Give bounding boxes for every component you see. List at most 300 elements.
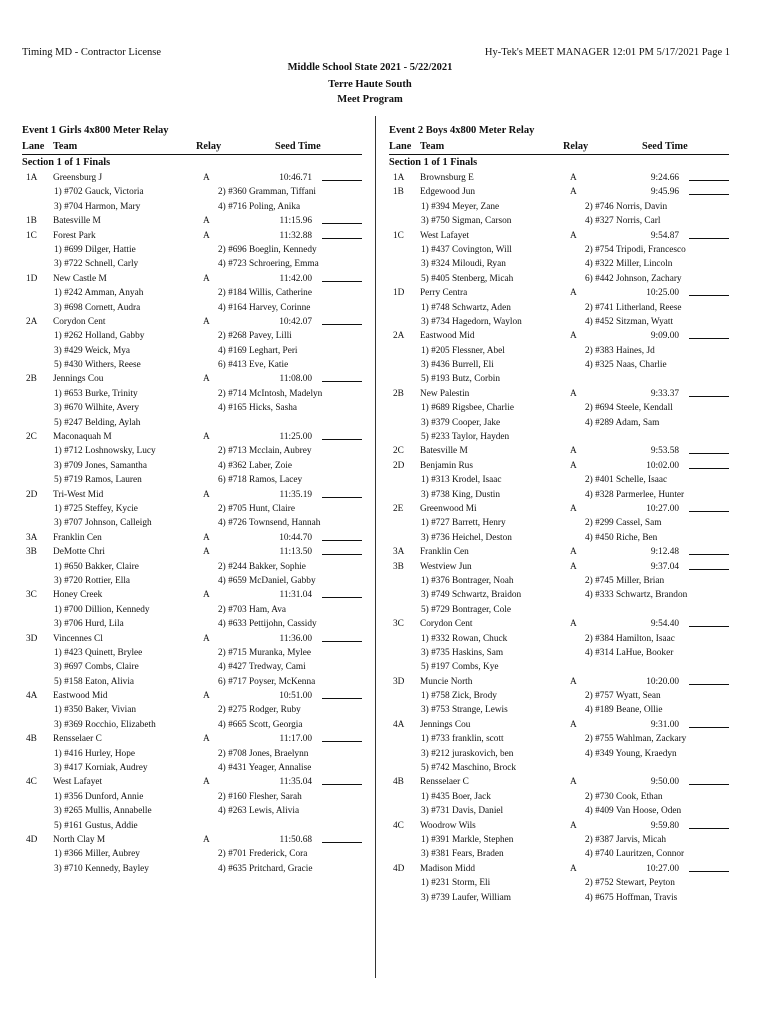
team-name: Vincennes Cl [53,633,103,644]
lane: 3C [26,590,37,601]
lane: 2A [393,331,405,342]
team-name: Westview Jun [420,561,472,572]
lane: 1A [393,173,405,183]
seed-time: 11:25.00 [279,432,312,443]
entry-row [389,502,729,516]
swimmer: 3) #738 King, Dustin [421,489,501,500]
seed-time: 9:45.96 [650,187,679,198]
meet-title: Middle School State 2021 - 5/22/2021 [287,62,453,73]
relay-letter: A [570,460,577,471]
team-name: West Lafayet [53,777,103,788]
lane: 3D [393,676,405,687]
swimmer: 4) #665 Scott, Georgia [218,719,303,730]
entry-row [389,329,729,343]
entry-row [389,185,729,199]
team-name: Eastwood Mid [420,331,475,342]
swimmer: 2) #694 Steele, Kendall [585,403,673,414]
team-name: Forest Park [53,230,96,241]
relay-letter: A [570,388,577,399]
team-name: Brownsburg E [420,173,474,183]
swimmer: 4) #165 Hicks, Sasha [218,403,298,414]
finals-time-blank [322,784,362,785]
swimmer: 3) #739 Laufer, William [421,892,511,903]
seed-time: 9:59.80 [650,820,679,831]
swimmer: 3) #429 Weick, Mya [54,345,131,356]
swimmer: 4) #409 Van Hoose, Oden [585,806,682,817]
finals-time-blank [689,180,729,181]
entry-row [389,545,729,559]
finals-time-blank [689,554,729,555]
finals-time-blank [689,784,729,785]
entry-row [22,430,362,444]
relay-letter: A [203,489,210,500]
seed-time: 10:51.00 [279,691,312,702]
swimmer-row [22,675,362,689]
team-name: Batesville M [420,446,468,457]
entry-row [22,272,362,286]
event-title: Event 1 Girls 4x800 Meter Relay [22,125,169,136]
entry-row [389,171,729,185]
finals-time-blank [322,597,362,598]
swimmer: 3) #710 Kennedy, Bayley [54,863,149,874]
swimmer: 2) #160 Flesher, Sarah [218,791,302,802]
swimmer-row [22,660,362,674]
swimmer: 2) #696 Boeglin, Kennedy [218,244,317,255]
finals-time-blank [322,641,362,642]
relay-letter: A [203,547,210,558]
swimmer: 3) #734 Hagedorn, Waylon [421,316,522,327]
swimmer-row [389,833,729,847]
lane: 2D [393,460,405,471]
seed-time: 9:31.00 [650,719,679,730]
swimmer: 1) #702 Gauck, Victoria [54,187,144,198]
relay-letter: A [203,316,210,327]
entry-row [22,689,362,703]
team-name: Honey Creek [53,590,103,601]
swimmer-row [389,847,729,861]
finals-time-blank [689,828,729,829]
swimmer: 4) #333 Schwartz, Brandon [585,590,688,601]
swimmer-row [389,646,729,660]
swimmer: 2) #703 Ham, Ava [218,604,286,615]
seed-time: 11:35.19 [279,489,312,500]
finals-time-blank [322,554,362,555]
swimmer-row [22,819,362,833]
team-name: Rensselaer C [420,777,469,788]
header-right: Hy-Tek's MEET MANAGER 12:01 PM 5/17/2021 Page 1 [484,47,730,58]
entry-row [22,488,362,502]
seed-time: 11:35.04 [279,777,312,788]
swimmer-row [389,257,729,271]
swimmer: 4) #314 LaHue, Booker [585,647,674,658]
swimmer: 2) #705 Hunt, Claire [218,503,295,514]
relay-letter: A [570,561,577,572]
finals-time-blank [322,439,362,440]
team-name: Benjamin Rus [420,460,473,471]
seed-time-header: Seed Time [642,141,688,152]
relay-letter: A [570,719,577,730]
team-name: Corydon Cent [53,316,106,327]
swimmer-row [389,574,729,588]
team-name: West Lafayet [420,230,470,241]
swimmer-row [22,703,362,717]
swimmer-row [22,286,362,300]
swimmer-row [389,200,729,214]
swimmer: 4) #427 Tredway, Cami [218,662,306,673]
team-name: Greenwood Mi [420,503,477,514]
swimmer: 1) #350 Baker, Vivian [54,705,137,716]
seed-time: 10:46.71 [279,173,312,183]
seed-time: 10:27.00 [646,503,679,514]
finals-time-blank [322,180,362,181]
finals-time-blank [689,468,729,469]
lane: 3B [393,561,404,572]
relay-letter: A [203,432,210,443]
swimmer: 1) #437 Covington, Will [421,244,512,255]
relay-letter: A [203,374,210,385]
swimmer: 4) #349 Young, Kraedyn [585,748,677,759]
finals-time-blank [689,194,729,195]
swimmer: 3) #736 Heichel, Deston [421,532,512,543]
swimmer-row [389,473,729,487]
swimmer: 2) #701 Frederick, Cora [218,849,308,860]
swimmer: 3) #722 Schnell, Carly [54,259,139,270]
swimmer: 5) #430 Withers, Reese [54,360,141,371]
swimmer: 3) #417 Korniak, Audrey [54,763,148,774]
relay-letter: A [203,691,210,702]
lane: 2B [26,374,37,385]
relay-letter: A [203,777,210,788]
relay-letter: A [570,619,577,630]
relay-letter: A [203,216,210,227]
finals-time-blank [689,238,729,239]
swimmer-row [22,862,362,876]
swimmer-row [22,560,362,574]
event-title: Event 2 Boys 4x800 Meter Relay [389,125,535,136]
seed-time: 9:33.37 [650,388,679,399]
lane: 2E [393,503,404,514]
swimmer: 2) #184 Willis, Catherine [218,288,312,299]
team-name: DeMotte Chri [53,547,105,558]
swimmer: 5) #161 Gustus, Addie [54,820,138,831]
team-name: Rensselaer C [53,734,102,745]
swimmer-row [389,603,729,617]
lane: 3A [26,532,38,543]
lane: 2A [26,316,38,327]
lane: 1C [26,230,37,241]
swimmer: 1) #366 Miller, Aubrey [54,849,140,860]
lane: 3C [393,619,404,630]
entry-row [389,718,729,732]
swimmer: 2) #708 Jones, Braelynn [218,748,309,759]
lane: 2B [393,388,404,399]
relay-letter: A [570,288,577,299]
relay-letter: A [570,331,577,342]
team-name: Perry Centra [420,288,468,299]
team-name: Corydon Cent [420,619,473,630]
swimmer: 4) #322 Miller, Lincoln [585,259,673,270]
swimmer: 1) #733 franklin, scott [421,734,504,745]
relay-letter: A [203,590,210,601]
swimmer: 3) #697 Combs, Claire [54,662,139,673]
swimmer-row [389,804,729,818]
team-name: North Clay M [53,834,106,845]
relay-letter: A [203,173,210,183]
team-name: Jennings Cou [53,374,104,385]
seed-time: 11:36.00 [279,633,312,644]
finals-time-blank [689,626,729,627]
swimmer: 1) #700 Dillion, Kennedy [54,604,150,615]
team-name: New Palestin [420,388,470,399]
swimmer: 2) #299 Cassel, Sam [585,518,662,529]
swimmer: 4) #675 Hoffman, Travis [585,892,678,903]
swimmer-row [22,387,362,401]
entry-row [22,833,362,847]
finals-time-blank [322,381,362,382]
swimmer: 1) #394 Meyer, Zane [421,201,500,212]
column-divider [375,116,376,978]
seed-time: 11:08.00 [279,374,312,385]
seed-time: 9:50.00 [650,777,679,788]
swimmer-row [22,200,362,214]
team-name: Batesville M [53,216,101,227]
lane: 4D [26,834,38,845]
seed-time: 10:44.70 [279,532,312,543]
finals-time-blank [689,295,729,296]
swimmer: 1) #391 Markle, Stephen [421,834,514,845]
swimmer: 2) #387 Jarvis, Micah [585,834,667,845]
seed-time: 10:25.00 [646,288,679,299]
lane: 4A [393,719,405,730]
lane: 3B [26,547,37,558]
team-name: New Castle M [53,273,107,284]
swimmer: 2) #745 Miller, Brian [585,575,665,586]
swimmer: 3) #750 Sigman, Carson [421,216,512,227]
entry-row [389,775,729,789]
meet-subtitle: Meet Program [337,94,403,105]
swimmer-row [389,761,729,775]
finals-time-blank [689,871,729,872]
swimmer: 4) #635 Pritchard, Gracie [218,863,313,874]
entry-row [22,372,362,386]
swimmer: 2) #715 Muranka, Mylee [218,647,311,658]
column-header [22,139,362,155]
swimmer: 5) #247 Belding, Aylah [54,417,141,428]
lane: 4D [393,863,405,874]
swimmer: 4) #328 Parmerlee, Hunter [585,489,685,500]
swimmer-row [389,243,729,257]
entry-row [389,286,729,300]
swimmer-row [22,329,362,343]
entry-row [389,444,729,458]
swimmer-row [389,430,729,444]
swimmer: 2) #275 Rodger, Ruby [218,705,301,716]
team-name: Eastwood Mid [53,691,108,702]
swimmer-row [22,646,362,660]
seed-time: 9:54.40 [650,619,679,630]
finals-time-blank [322,540,362,541]
swimmer: 2) #714 McIntosh, Madelyn [218,388,323,399]
lane: 1D [26,273,38,284]
swimmer-row [22,747,362,761]
lane: 4B [26,734,37,745]
swimmer: 1) #231 Storm, Eli [421,878,491,889]
swimmer: 2) #401 Schelle, Isaac [585,475,668,486]
relay-letter: A [570,503,577,514]
swimmer: 1) #423 Quinett, Brylee [54,647,143,658]
entry-row [389,229,729,243]
swimmer: 1) #699 Dilger, Hattie [54,244,136,255]
swimmer-row [22,416,362,430]
entry-row [389,675,729,689]
seed-time: 11:42.00 [279,273,312,284]
swimmer: 3) #369 Rocchio, Elizabeth [54,719,156,730]
swimmer: 1) #205 Flessner, Abel [421,345,505,356]
lane: 2C [393,446,404,457]
swimmer-row [389,703,729,717]
swimmer-row [389,660,729,674]
event-column-2 [389,123,729,905]
swimmer-row [22,473,362,487]
swimmer: 1) #727 Barrett, Henry [421,518,506,529]
seed-time: 9:54.87 [650,230,679,241]
swimmer: 1) #376 Bontrager, Noah [421,575,514,586]
swimmer-row [22,301,362,315]
swimmer: 3) #704 Harmon, Mary [54,201,141,212]
seed-time: 10:42.07 [279,316,312,327]
swimmer: 6) #718 Ramos, Lacey [218,475,303,486]
swimmer-row [389,689,729,703]
swimmer: 1) #356 Dunford, Annie [54,791,144,802]
entry-row [22,732,362,746]
finals-time-blank [322,238,362,239]
swimmer-row [22,401,362,415]
swimmer-row [389,876,729,890]
entry-row [22,171,362,185]
header-left: Timing MD - Contractor License [22,47,162,58]
swimmer-row [389,272,729,286]
seed-time: 11:13.50 [279,547,312,558]
swimmer: 1) #242 Amman, Anyah [54,288,144,299]
relay-letter: A [203,273,210,284]
team-name: Edgewood Jun [420,187,476,198]
lane: 4C [393,820,404,831]
swimmer: 2) #713 Mcclain, Aubrey [218,446,312,457]
swimmer-row [22,459,362,473]
swimmer: 6) #442 Johnson, Zachary [585,273,682,284]
swimmer: 3) #381 Fears, Braden [421,849,504,860]
swimmer: 2) #741 Litherland, Reese [585,302,682,313]
swimmer: 4) #431 Yeager, Annalise [218,763,312,774]
finals-time-blank [322,281,362,282]
swimmer: 1) #758 Zick, Brody [421,691,497,702]
swimmer: 3) #709 Jones, Samantha [54,460,147,471]
swimmer: 2) #383 Haines, Jd [585,345,655,356]
swimmer: 3) #720 Rottier, Ella [54,575,131,586]
swimmer: 1) #689 Rigsbee, Charlie [421,403,514,414]
swimmer: 4) #289 Adam, Sam [585,417,660,428]
team-name: Woodrow Wils [420,820,476,831]
finals-time-blank [689,727,729,728]
swimmer-row [389,214,729,228]
swimmer: 3) #670 Wilhite, Avery [54,403,140,414]
seed-time: 10:27.00 [646,863,679,874]
swimmer: 1) #653 Burke, Trinity [54,388,138,399]
relay-letter: A [570,547,577,558]
swimmer: 4) #189 Beane, Ollie [585,705,663,716]
seed-time: 11:15.96 [279,216,312,227]
swimmer-row [389,358,729,372]
swimmer: 2) #268 Pavey, Lilli [218,331,292,342]
swimmer-row [22,344,362,358]
entry-row [389,617,729,631]
lane: 1C [393,230,404,241]
seed-time: 11:32.88 [279,230,312,241]
seed-time: 10:20.00 [646,676,679,687]
entry-row [389,387,729,401]
swimmer: 5) #719 Ramos, Lauren [54,475,142,486]
lane-header: Lane [389,141,412,152]
lane-header: Lane [22,141,45,152]
swimmer: 4) #633 Pettijohn, Cassidy [218,619,317,630]
finals-time-blank [322,497,362,498]
team-name: Franklin Cen [53,532,102,543]
swimmer-row [22,847,362,861]
lane: 1A [26,173,38,183]
swimmer: 3) #265 Mullis, Annabelle [54,806,152,817]
seed-time: 9:53.58 [650,446,679,457]
lane: 2D [26,489,38,500]
entry-row [22,315,362,329]
swimmer-row [22,502,362,516]
section-title: Section 1 of 1 Finals [389,157,478,168]
lane: 4C [26,777,37,788]
swimmer: 3) #706 Hurd, Lila [54,619,124,630]
swimmer: 2) #360 Gramman, Tiffani [218,187,316,198]
swimmer-row [389,372,729,386]
swimmer: 5) #405 Stenberg, Micah [421,273,514,284]
swimmer: 1) #748 Schwartz, Aden [421,302,511,313]
swimmer: 4) #723 Schroering, Emma [218,259,319,270]
seed-time: 11:17.00 [279,734,312,745]
relay-letter: A [570,446,577,457]
relay-letter: A [203,734,210,745]
swimmer-row [22,185,362,199]
swimmer: 5) #233 Taylor, Hayden [421,432,510,443]
team-header: Team [53,141,78,152]
swimmer-row [22,761,362,775]
lane: 3D [26,633,38,644]
swimmer: 3) #698 Cornett, Audra [54,302,141,313]
team-name: Franklin Cen [420,547,469,558]
swimmer: 1) #332 Rowan, Chuck [421,633,508,644]
swimmer: 2) #755 Wahlman, Zackary [585,734,687,745]
finals-time-blank [689,338,729,339]
swimmer-row [22,617,362,631]
swimmer-row [22,243,362,257]
swimmer: 5) #193 Butz, Corbin [421,374,501,385]
seed-time-header: Seed Time [275,141,321,152]
swimmer: 4) #450 Riche, Ben [585,532,658,543]
swimmer: 1) #650 Bakker, Claire [54,561,139,572]
swimmer-row [22,358,362,372]
relay-letter: A [203,532,210,543]
seed-time: 9:12.48 [650,547,679,558]
relay-letter: A [570,820,577,831]
swimmer: 4) #325 Naas, Charlie [585,360,667,371]
swimmer: 1) #712 Loshnowsky, Lucy [54,446,156,457]
swimmer-row [389,632,729,646]
